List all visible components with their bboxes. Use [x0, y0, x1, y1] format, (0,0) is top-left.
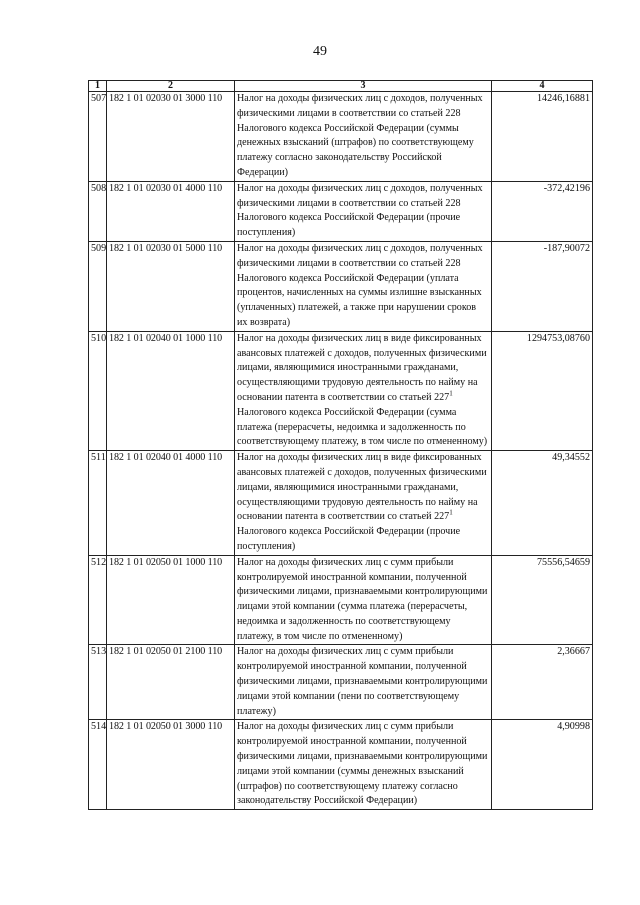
income-description: Налог на доходы физических лиц с сумм прибыли контролируемой иностранной компании, полученной физическими лицами, признаваемыми контролирующими лицами этой компании (пени по соответствующему платежу) — [235, 645, 492, 720]
row-number: 511 — [89, 451, 107, 556]
header-col-3: 3 — [235, 81, 492, 92]
table-header-row — [89, 81, 593, 92]
row-number: 513 — [89, 645, 107, 720]
table-row — [89, 331, 593, 450]
revenue-table — [88, 80, 593, 810]
budget-code: 182 1 01 02050 01 2100 110 — [107, 645, 235, 720]
amount: 14246,16881 — [492, 92, 593, 182]
amount: 2,36667 — [492, 645, 593, 720]
amount: -372,42196 — [492, 181, 593, 241]
table-row — [89, 181, 593, 241]
header-col-1: 1 — [89, 81, 107, 92]
budget-code: 182 1 01 02030 01 4000 110 — [107, 181, 235, 241]
table-row — [89, 241, 593, 331]
income-description: Налог на доходы физических лиц с доходов, полученных физическими лицами в соответствии со статьей 228 Налогового кодекса Российской Федерации (прочие поступления) — [235, 181, 492, 241]
page-number: 49 — [313, 44, 327, 59]
amount: 49,34552 — [492, 451, 593, 556]
row-number: 508 — [89, 181, 107, 241]
budget-code: 182 1 01 02040 01 1000 110 — [107, 331, 235, 450]
income-description: Налог на доходы физических лиц с доходов, полученных физическими лицами в соответствии со статьей 228 Налогового кодекса Российской Федерации (суммы денежных взысканий (штрафов) по соответствующему платежу согласно законодательству Российской Федерации) — [235, 92, 492, 182]
income-description: Налог на доходы физических лиц с сумм прибыли контролируемой иностранной компании, полученной физическими лицами, признаваемыми контролирующими лицами этой компании (сумма платежа (перерасчеты, недоимка и задолженность по соответствующему платежу, в том числе по отмененному) — [235, 555, 492, 645]
income-description: Налог на доходы физических лиц в виде фиксированных авансовых платежей с доходов, полученных физическими лицами, являющимися иностранными гражданами, осуществляющими трудовую деятельность по найму на основании патента в соответствии со статьей $227^1$ Налогового кодекса Российской Федерации (прочие поступления) — [235, 451, 492, 556]
header-col-2: 2 — [107, 81, 235, 92]
amount: 1294753,08760 — [492, 331, 593, 450]
table-row — [89, 555, 593, 645]
table-row — [89, 451, 593, 556]
row-number: 510 — [89, 331, 107, 450]
row-number: 514 — [89, 720, 107, 810]
header-col-4: 4 — [492, 81, 593, 92]
budget-code: 182 1 01 02050 01 3000 110 — [107, 720, 235, 810]
budget-code: 182 1 01 02040 01 4000 110 — [107, 451, 235, 556]
amount: 75556,54659 — [492, 555, 593, 645]
amount: 4,90998 — [492, 720, 593, 810]
table-row — [89, 720, 593, 810]
income-description: Налог на доходы физических лиц с сумм прибыли контролируемой иностранной компании, полученной физическими лицами, признаваемыми контролирующими лицами этой компании (суммы денежных взысканий (штрафов) по соответствующему платежу согласно законодательству Российской Федерации) — [235, 720, 492, 810]
budget-code: 182 1 01 02030 01 5000 110 — [107, 241, 235, 331]
row-number: 507 — [89, 92, 107, 182]
budget-code: 182 1 01 02030 01 3000 110 — [107, 92, 235, 182]
amount: -187,90072 — [492, 241, 593, 331]
table-row — [89, 92, 593, 182]
income-description: Налог на доходы физических лиц с доходов, полученных физическими лицами в соответствии со статьей 228 Налогового кодекса Российской Федерации (уплата процентов, начисленных на суммы излишне взысканных (уплаченных) платежей, а также при нарушении сроков их возврата) — [235, 241, 492, 331]
table-row — [89, 645, 593, 720]
row-number: 509 — [89, 241, 107, 331]
row-number: 512 — [89, 555, 107, 645]
income-description: Налог на доходы физических лиц в виде фиксированных авансовых платежей с доходов, полученных физическими лицами, являющимися иностранными гражданами, осуществляющими трудовую деятельность по найму на основании патента в соответствии со статьей $227^1$ Налогового кодекса Российской Федерации (сумма платежа (перерасчеты, недоимка и задолженность по соответствующему платежу, в том числе по отмененному) — [235, 331, 492, 450]
budget-code: 182 1 01 02050 01 1000 110 — [107, 555, 235, 645]
